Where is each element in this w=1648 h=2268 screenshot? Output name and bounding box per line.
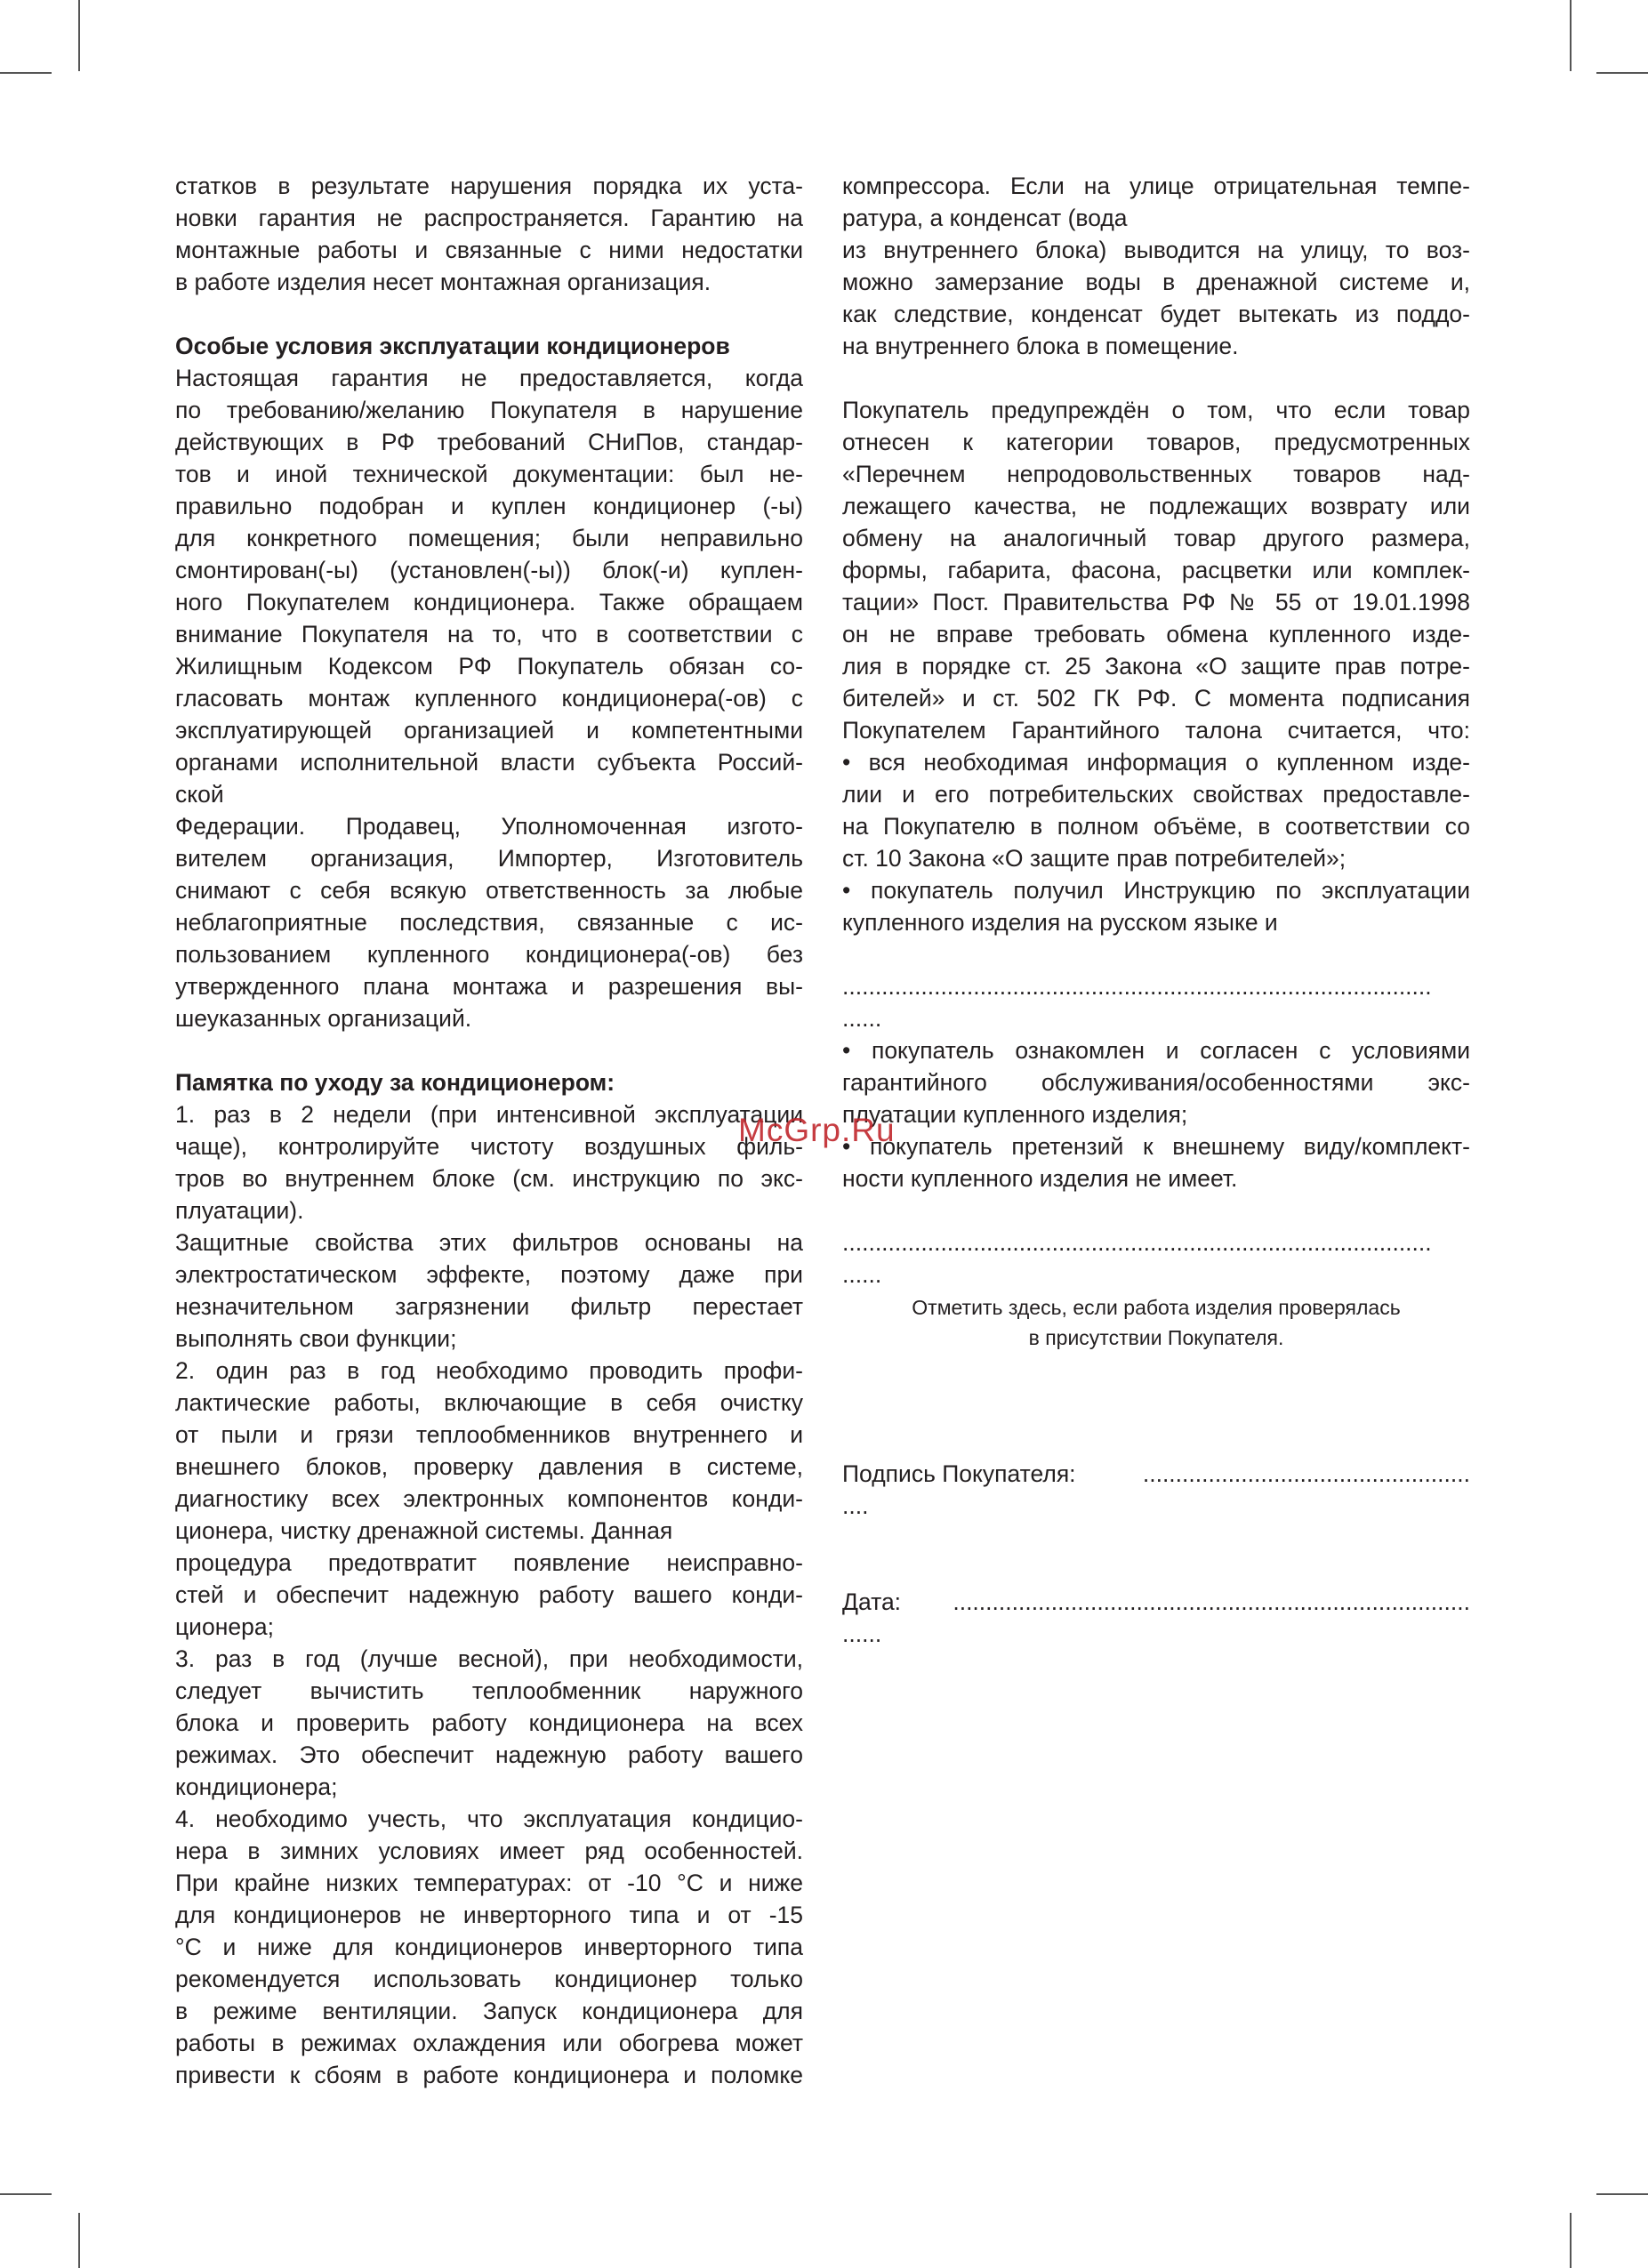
paragraph-installation: [175, 170, 803, 298]
signature-dots: ..................................................: [1142, 1460, 1470, 1487]
text-line: привести к сбоям в работе кондиционера и поломке: [175, 2062, 803, 2088]
text-line: тации» Пост. Правительства РФ № 55 от 19.01.1998: [842, 589, 1470, 615]
text-line: Покупатель предупреждён о том, что если товар: [842, 397, 1470, 423]
text-line: лия в порядке ст. 25 Закона «О защите прав потре-: [842, 653, 1470, 680]
text-line: тров во внутреннем блоке (см. инструкцию по экс-: [175, 1165, 803, 1192]
text-line: он не вправе требовать обмена купленного изде-: [842, 621, 1470, 647]
watermark: McGrp.Ru: [738, 1112, 896, 1148]
text-line: «Перечнем непродовольственных товаров над-: [842, 461, 1470, 487]
crop-mark-bottom-left-h: [0, 2193, 52, 2195]
text-line: ционера;: [175, 1613, 274, 1640]
text-line: гарантийного обслуживания/особенностями экс-: [842, 1069, 1470, 1096]
text-line: 4. необходимо учесть, что эксплуатация кондицио-: [175, 1806, 803, 1832]
text-line: блока и проверить работу кондиционера на всех: [175, 1709, 803, 1736]
paragraph-winter-operation: [842, 170, 1470, 362]
text-line: внешнего блоков, проверку давления в системе,: [175, 1453, 803, 1480]
text-line: можно замерзание воды в дренажной системе и,: [842, 269, 1470, 295]
text-line: на внутреннего блока в помещение.: [842, 333, 1239, 359]
text-line: следует вычистить теплообменник наружного: [175, 1677, 803, 1704]
paragraph-care-memo: [175, 1098, 803, 2091]
crop-mark-bottom-left-v: [78, 2213, 80, 2268]
text-line: для конкретного помещения; были неправильно: [175, 525, 803, 551]
heading-special-conditions: Особые условия эксплуатации кондиционеров: [175, 333, 730, 359]
text-line: ности купленного изделия не имеет.: [842, 1165, 1238, 1192]
text-line: работы в режимах охлаждения или обогрева может: [175, 2030, 803, 2056]
text-line: из внутреннего блока) выводится на улицу, то воз-: [842, 237, 1470, 263]
paragraph-buyer-notice: [842, 394, 1470, 938]
text-line: отнесен к категории товаров, предусмотренных: [842, 429, 1470, 455]
text-line: в режиме вентиляции. Запуск кондиционера для: [175, 1998, 803, 2024]
text-line: монтажные работы и связанные с ними недостатки: [175, 237, 803, 263]
text-line: электростатическом эффекте, поэтому даже при: [175, 1261, 803, 1288]
date-field[interactable]: [842, 1586, 1470, 1618]
heading-care-memo: Памятка по уходу за кондиционером:: [175, 1069, 615, 1096]
text-line: Настоящая гарантия не предоставляется, когда: [175, 365, 803, 391]
text-line: ционера, чистку дренажной системы. Данная: [175, 1517, 673, 1544]
paragraph-liability: [175, 810, 803, 1034]
text-line: гласовать монтаж купленного кондиционера(-ов) с: [175, 685, 803, 712]
right-column: [842, 170, 1470, 1650]
dotted-line-continuation: ......: [842, 1261, 882, 1288]
dotted-line: ..........................................................................................: [842, 973, 1432, 1000]
text-line: Федерации. Продавец, Уполномоченная изгото-: [175, 813, 803, 840]
text-line: Защитные свойства этих фильтров основаны на: [175, 1229, 803, 1256]
left-column: [175, 170, 803, 2091]
text-line: тов и иной технической документации: был не-: [175, 461, 803, 487]
crop-mark-top-left-h: [0, 72, 52, 74]
text-line: плуатации).: [175, 1197, 304, 1224]
text-line: компрессора. Если на улице отрицательная темпе-: [842, 173, 1470, 199]
text-line: действующих в РФ требований СНиПов, стандар-: [175, 429, 803, 455]
text-line: режимах. Это обеспечит надежную работу вашего: [175, 1741, 803, 1768]
text-line: 1. раз в 2 недели (при интенсивной эксплуатации: [175, 1101, 803, 1128]
text-line: чаще), контролируйте чистоту воздушных филь-: [175, 1133, 803, 1160]
dotted-line: ..........................................................................................: [842, 1229, 1432, 1256]
crop-mark-top-right-h: [1596, 72, 1648, 74]
text-line: рекомендуется использовать кондиционер только: [175, 1966, 803, 1992]
text-line: для кондиционеров не инверторного типа и от -15: [175, 1902, 803, 1928]
text-line: кондиционера;: [175, 1773, 338, 1800]
text-line: °С и ниже для кондиционеров инверторного типа: [175, 1934, 803, 1960]
text-line: купленного изделия на русском языке и: [842, 909, 1278, 936]
text-line: плуатации купленного изделия;: [842, 1101, 1188, 1128]
text-line: бителей» и ст. 502 ГК РФ. С момента подписания: [842, 685, 1470, 712]
check-note: [842, 1292, 1470, 1353]
check-note-line: в присутствии Покупателя.: [1028, 1326, 1284, 1349]
text-line: ской: [175, 781, 224, 808]
check-note-line: Отметить здесь, если работа изделия проверялась: [912, 1296, 1401, 1319]
paragraph-special-conditions: [175, 362, 803, 810]
text-line: При крайне низких температурах: от -10 °С и ниже: [175, 1870, 803, 1896]
text-line: пользованием купленного кондиционера(-ов) без: [175, 941, 803, 968]
crop-mark-bottom-right-v: [1570, 2213, 1572, 2268]
text-line: неблагоприятные последствия, связанные с ис-: [175, 909, 803, 936]
text-line: стей и обеспечит надежную работу вашего конди-: [175, 1581, 803, 1608]
date-dots-continuation: ......: [842, 1621, 882, 1647]
text-line: 3. раз в год (лучше весной), при необходимости,: [175, 1645, 803, 1672]
text-line: как следствие, конденсат будет вытекать из поддо-: [842, 301, 1470, 327]
text-line: • покупатель получил Инструкцию по эксплуатации: [842, 877, 1470, 904]
signature-label: Подпись Покупателя:: [842, 1460, 1076, 1487]
text-line: 2. один раз в год необходимо проводить профи-: [175, 1357, 803, 1384]
text-line: ст. 10 Закона «О защите прав потребителей»;: [842, 845, 1347, 872]
text-line: статков в результате нарушения порядка их уста-: [175, 173, 803, 199]
signature-field[interactable]: [842, 1458, 1470, 1490]
text-line: в работе изделия несет монтажная организация.: [175, 269, 711, 295]
text-line: Жилищным Кодексом РФ Покупатель обязан со-: [175, 653, 803, 680]
text-line: снимают с себя всякую ответственность за любые: [175, 877, 803, 904]
text-line: органами исполнительной власти субъекта Россий-: [175, 749, 803, 776]
text-line: • вся необходимая информация о купленном изде-: [842, 749, 1470, 776]
text-line: вителем организация, Импортер, Изготовитель: [175, 845, 803, 872]
text-line: формы, габарита, фасона, расцветки или комплек-: [842, 557, 1470, 583]
text-line: правильно подобран и куплен кондиционер (-ы): [175, 493, 803, 519]
text-line: лактические работы, включающие в себя очистку: [175, 1389, 803, 1416]
crop-mark-top-right-v: [1570, 0, 1572, 71]
text-line: утвержденного плана монтажа и разрешения вы-: [175, 973, 803, 1000]
dotted-line-continuation: ......: [842, 1005, 882, 1032]
text-line: незначительном загрязнении фильтр перестает: [175, 1293, 803, 1320]
text-line: по требованию/желанию Покупателя в нарушение: [175, 397, 803, 423]
text-line: внимание Покупателя на то, что в соответствии с: [175, 621, 803, 647]
text-line: • покупатель претензий к внешнему виду/комплект-: [842, 1133, 1470, 1160]
text-line: смонтирован(-ы) (установлен(-ы)) блок(-и) куплен-: [175, 557, 803, 583]
text-line: ратура, а конденсат (вода: [842, 205, 1128, 231]
text-line: диагностику всех электронных компонентов конди-: [175, 1485, 803, 1512]
text-line: обмену на аналогичный товар другого размера,: [842, 525, 1470, 551]
text-line: на Покупателю в полном объёме, в соответствии со: [842, 813, 1470, 840]
crop-mark-bottom-right-h: [1596, 2193, 1648, 2195]
date-dots: ...............................................................................: [953, 1588, 1470, 1615]
text-line: • покупатель ознакомлен и согласен с условиями: [842, 1037, 1470, 1064]
text-line: ного Покупателем кондиционера. Также обращаем: [175, 589, 803, 615]
signature-dots-continuation: ....: [842, 1492, 869, 1519]
paragraph-buyer-consent: [842, 1034, 1470, 1194]
text-line: новки гарантия не распространяется. Гарантию на: [175, 205, 803, 231]
text-line: лии и его потребительских свойствах предоставле-: [842, 781, 1470, 808]
text-line: нера в зимних условиях имеет ряд особенностей.: [175, 1838, 803, 1864]
text-line: Покупателем Гарантийного талона считается, что:: [842, 717, 1470, 744]
date-label: Дата:: [842, 1588, 902, 1615]
text-line: выполнять свои функции;: [175, 1325, 457, 1352]
text-line: от пыли и грязи теплообменников внутреннего и: [175, 1421, 803, 1448]
text-line: эксплуатирующей организацией и компетентными: [175, 717, 803, 744]
text-line: лежащего качества, не подлежащих возврату или: [842, 493, 1470, 519]
crop-mark-top-left-v: [78, 0, 80, 71]
text-line: процедура предотвратит появление неисправно-: [175, 1549, 803, 1576]
text-line: шеуказанных организаций.: [175, 1005, 472, 1032]
